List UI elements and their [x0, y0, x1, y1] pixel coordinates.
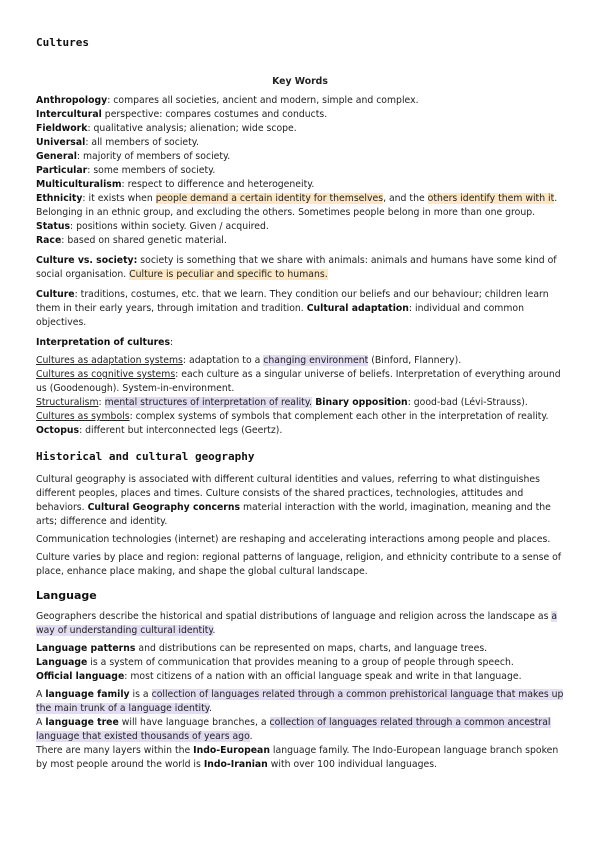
official-language: Official language: most citizens of a nation with an official language speak and write in that language.: [36, 671, 522, 682]
highlight-purple: collection of languages related through a common ancestral language that existed thousands of years ago: [36, 717, 551, 742]
highlight-purple: a way of understanding cultural identity: [36, 611, 558, 636]
language-layers: There are many layers within the Indo-European language family. The Indo-European language branch spoken by most people around the world is Indo-Iranian with over 100 individual languages.: [36, 745, 559, 770]
definition-status: Status: positions within society. Given / acquired.: [36, 221, 269, 232]
interpretation-symbols: Cultures as symbols: complex systems of symbols that complement each other in the interpretation of reality.: [36, 411, 549, 422]
definition-multiculturalism: Multiculturalism: respect to difference and heterogeneity.: [36, 179, 315, 190]
interpretation-adaptation: Cultures as adaptation systems: adaptation to a changing environment (Binford, Flannery).: [36, 355, 462, 366]
highlight-yellow: Culture is peculiar and specific to humans.: [129, 269, 328, 280]
definition-general: General: majority of members of society.: [36, 151, 231, 162]
language-heading: Language: [36, 589, 97, 602]
definition-universal: Universal: all members of society.: [36, 137, 199, 148]
culture-vs-society-paragraph: Culture vs. society: society is something that we share with animals: animals and humans have some kind of social organisation. Culture is peculiar and specific to humans.: [36, 255, 557, 280]
culture-paragraph: Culture: traditions, costumes, etc. that we learn. They condition our beliefs and our behaviour; children learn them in their early years, through imitation and tradition. Cultural adaptation: individual and common objectives.: [36, 289, 549, 328]
historical-paragraph-2: Communication technologies (internet) are reshaping and accelerating interactions among people and places.: [36, 534, 551, 545]
definition-race: Race: based on shared genetic material.: [36, 235, 227, 246]
interpretation-octopus: Octopus: different but interconnected legs (Geertz).: [36, 425, 283, 436]
historical-paragraph-1: Cultural geography is associated with different cultural identities and values, referring to what distinguishes different peoples, places and times. Culture consists of the shared practices, technologies, attitudes and behaviors. Cultural Geography concerns material interaction with the world, imagination, meaning and the arts; difference and identity.: [36, 474, 551, 527]
language-family: A language family is a collection of languages related through a common prehistorical language that makes up the main trunk of a language identity.: [36, 689, 564, 714]
highlight-purple: collection of languages related through a common prehistorical language that makes up the main trunk of a language identity: [36, 689, 564, 714]
definition-ethnicity: Ethnicity: it exists when people demand a certain identity for themselves, and the others identify them with it. Belonging in an ethnic group, and excluding the others. Sometimes people belong in more than one group.: [36, 193, 558, 218]
highlight-purple: mental structures of interpretation of reality.: [104, 397, 312, 408]
definition-particular: Particular: some members of society.: [36, 165, 216, 176]
definition-intercultural: Intercultural perspective: compares costumes and conducts.: [36, 109, 328, 120]
key-words-heading: Key Words: [272, 76, 328, 87]
page-title: Cultures: [36, 36, 89, 49]
historical-geography-heading: Historical and cultural geography: [36, 450, 255, 463]
language-patterns: Language patterns and distributions can be represented on maps, charts, and language trees.: [36, 643, 488, 654]
historical-paragraph-3: Culture varies by place and region: regional patterns of language, religion, and ethnicity contribute to a sense of place, enhance place making, and shape the global cultural landscape.: [36, 552, 562, 577]
highlight-yellow: people demand a certain identity for themselves: [155, 193, 384, 204]
highlight-yellow: others identify them with it: [427, 193, 555, 204]
language-tree: A language tree will have language branches, a collection of languages related through a common ancestral language that existed thousands of years ago.: [36, 717, 551, 742]
language-paragraph-1: Geographers describe the historical and spatial distributions of language and religion across the landscape as a way of understanding cultural identity.: [36, 611, 558, 636]
interpretation-structuralism: Structuralism: mental structures of interpretation of reality. Binary opposition: good-bad (Lévi-Strauss).: [36, 397, 528, 408]
definition-anthropology: Anthropology: compares all societies, ancient and modern, simple and complex.: [36, 95, 419, 106]
key-words-list: [36, 94, 564, 248]
interpretation-heading: Interpretation of cultures:: [36, 337, 174, 348]
language-definition: Language is a system of communication that provides meaning to a group of people through speech.: [36, 657, 514, 668]
definition-fieldwork: Fieldwork: qualitative analysis; alienation; wide scope.: [36, 123, 297, 134]
interpretation-cognitive: Cultures as cognitive systems: each culture as a singular universe of beliefs. Interpretation of everything around us (Goodenough). System-in-environment.: [36, 369, 561, 394]
highlight-purple: changing environment: [263, 355, 369, 366]
